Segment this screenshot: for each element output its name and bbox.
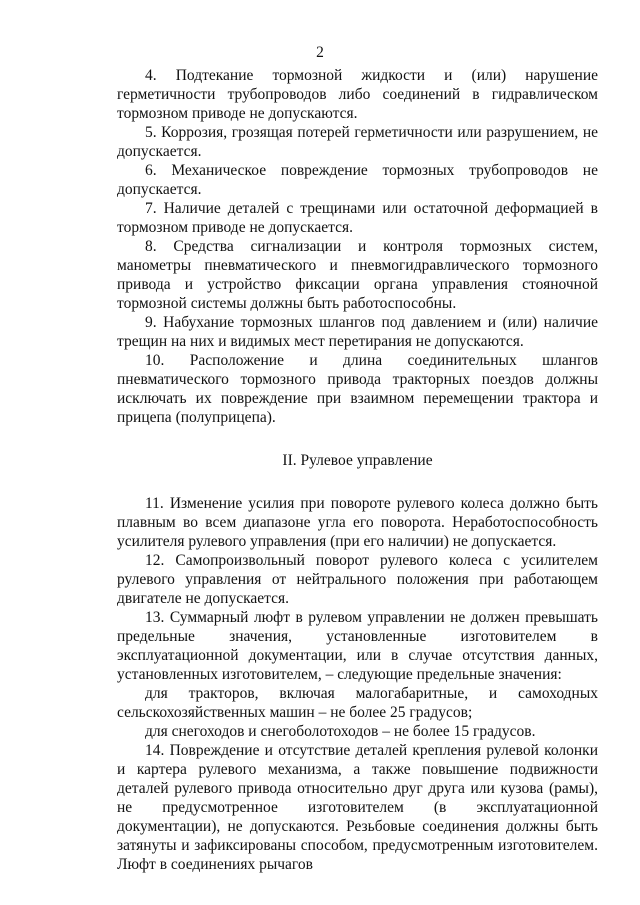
paragraph-13-item-snowmobiles: для снегоходов и снегоболотоходов – не более 15 градусов.	[145, 723, 536, 740]
paragraph-7: 7. Наличие деталей с трещинами или остаточной деформацией в тормозном приводе не допускается.	[117, 200, 598, 236]
document-body	[117, 66, 598, 874]
paragraph-5: 5. Коррозия, грозящая потерей герметичности или разрушением, не допускается.	[117, 124, 598, 160]
paragraph-9: 9. Набухание тормозных шлангов под давлением и (или) наличие трещин на них и видимых мест перетирания не допускаются.	[117, 314, 598, 350]
paragraph-11: 11. Изменение усилия при повороте рулевого колеса должно быть плавным во всем диапазоне угла его поворота. Неработоспособность усилителя рулевого управления (при его наличии) не допускается.	[117, 495, 598, 550]
paragraph-12: 12. Самопроизвольный поворот рулевого колеса с усилителем рулевого управления от нейтрального положения при работающем двигателе не допускается.	[117, 552, 598, 607]
paragraph-14: 14. Повреждение и отсутствие деталей крепления рулевой колонки и картера рулевого механизма, а также повышение подвижности деталей рулевого привода относительно друг друга или кузова (рамы), не предусмотренное изготовителем (в эксплуатационной документации), не допускаются. Резьбовые соединения должны быть затянуты и зафиксированы способом, предусмотренным изготовителем. Люфт в соединениях рычагов	[117, 742, 598, 873]
page-number: 2	[316, 44, 324, 61]
section-heading: II. Рулевое управление	[282, 452, 433, 469]
paragraph-4: 4. Подтекание тормозной жидкости и (или) нарушение герметичности трубопроводов либо соединений в гидравлическом тормозном приводе не допускаются.	[117, 67, 598, 122]
paragraph-8: 8. Средства сигнализации и контроля тормозных систем, манометры пневматического и пневмогидравлического тормозного привода и устройство фиксации органа управления стояночной тормозной системы должны быть работоспособны.	[117, 238, 598, 312]
paragraph-6: 6. Механическое повреждение тормозных трубопроводов не допускается.	[117, 162, 598, 198]
paragraph-13: 13. Суммарный люфт в рулевом управлении не должен превышать предельные значения, установленные изготовителем в эксплуатационной документации, или в случае отсутствия данных, установленных изготовителем, – следующие предельные значения:	[117, 609, 598, 683]
paragraph-13-item-tractors: для тракторов, включая малогабаритные, и самоходных сельскохозяйственных машин – не более 25 градусов;	[117, 685, 598, 721]
paragraph-10: 10. Расположение и длина соединительных шлангов пневматического тормозного привода тракторных поездов должны исключать их повреждение при взаимном перемещении трактора и прицепа (полуприцепа).	[117, 352, 598, 426]
